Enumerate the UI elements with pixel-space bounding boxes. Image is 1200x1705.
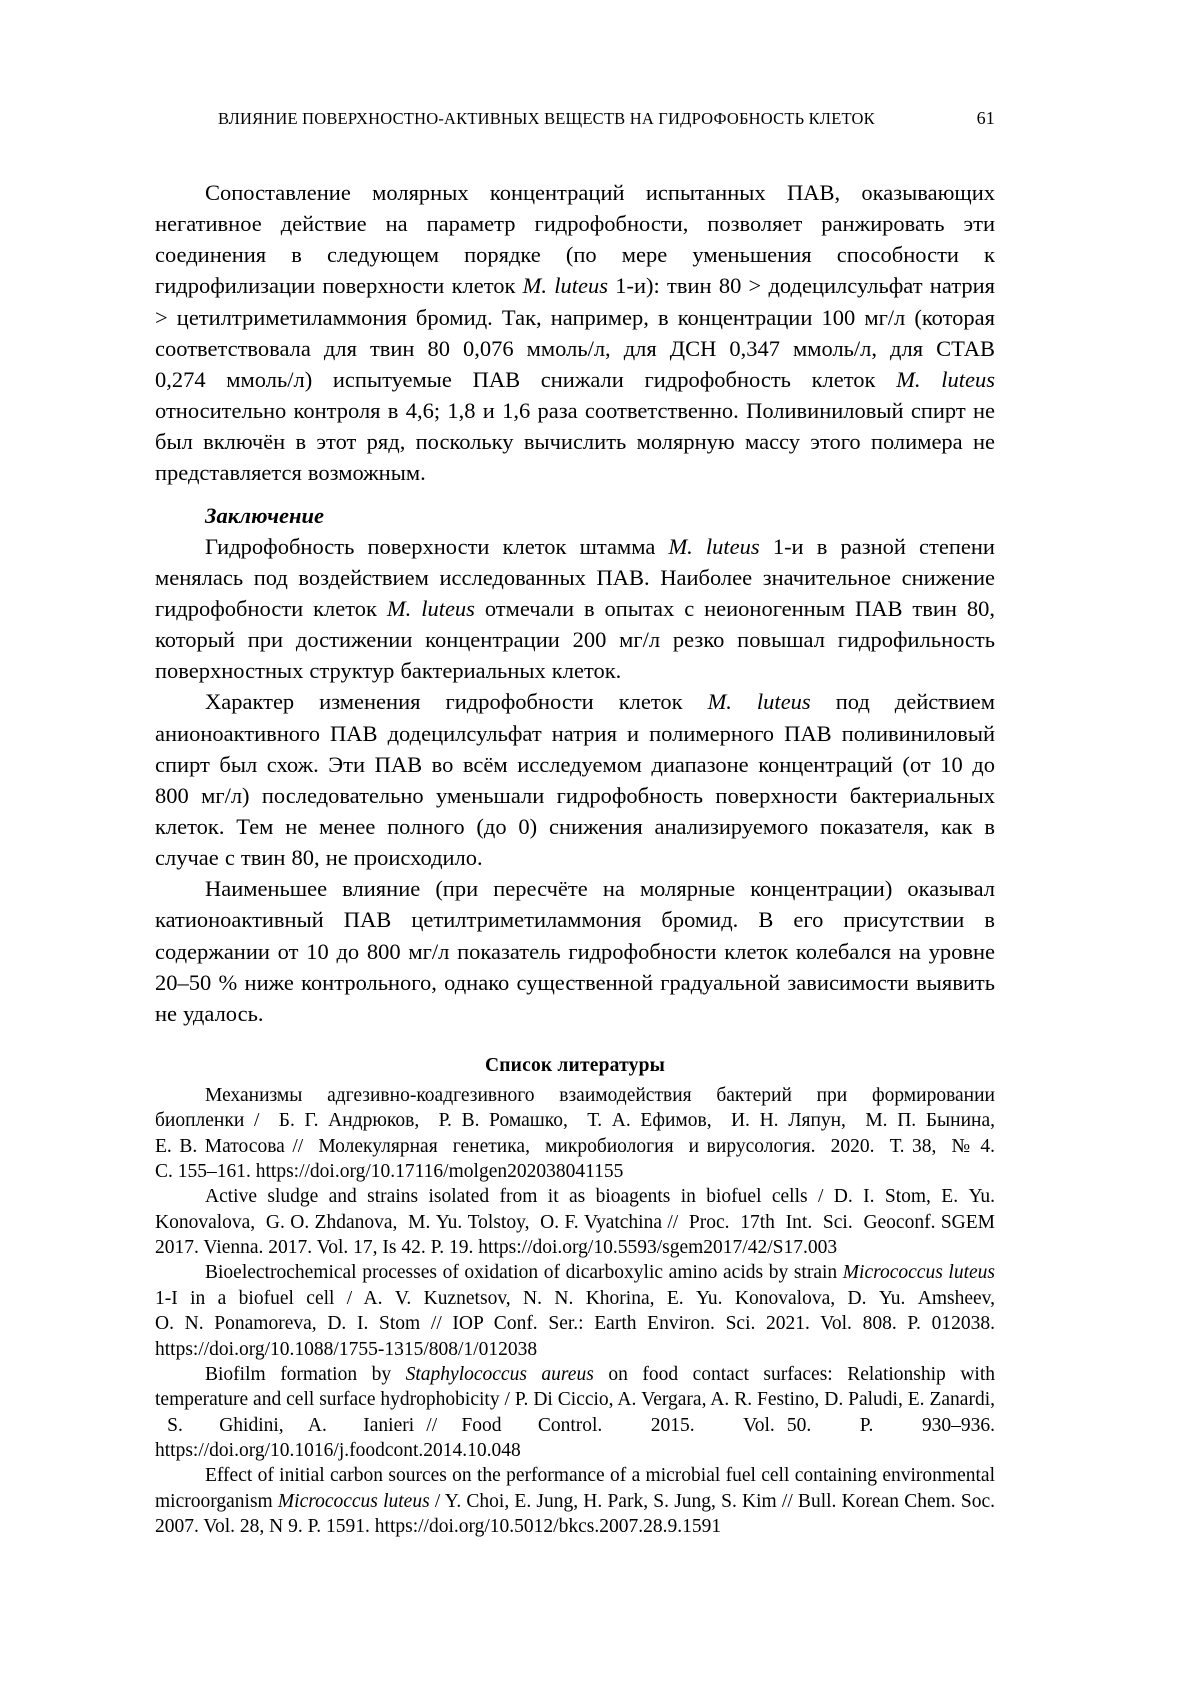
running-head-title: ВЛИЯНИЕ ПОВЕРХНОСТНО-АКТИВНЫХ ВЕЩЕСТВ НА ГИДРОФОБНОСТЬ КЛЕТОК (218, 109, 875, 128)
section-heading-conclusion: Заключение (205, 502, 325, 528)
page-content (155, 108, 995, 1539)
reference-item: Active sludge and strains isolated from it as bioagents in biofuel cells / D. I. Stom, E. Yu. Konovalova, G. O. Zhdanova, M. Yu. Tolstoy, O. F. Vyatchina // Proc. 17th Int. Sci. Geoconf. SGEM 2017. Vienna. 2017. Vol. 17, Is 42. P. 19. https://doi.org/10.5593/sgem2017/42/S17.003 (155, 1186, 995, 1259)
body-paragraph-1: Сопоставление молярных концентраций испытанных ПАВ, оказывающих негативное действие на параметр гидрофобности, позволяет ранжировать эти соединения в следующем порядке (по мере уменьшения способности к гидрофилизации поверхности клеток M. luteus 1-и): твин 80 > додецилсульфат натрия > цетилтриметиламмония бромид. Так, например, в концентрации 100 мг/л (которая соответствовала для твин 80 0,076 ммоль/л, для ДСН 0,347 ммоль/л, для СТАВ 0,274 ммоль/л) испытуемые ПАВ снижали гидрофобность клеток M. luteus относительно контроля в 4,6; 1,8 и 1,6 раза соответственно. Поливиниловый спирт не был включён в этот ряд, поскольку вычислить молярную массу этого полимера не представляется возможным. (155, 180, 995, 486)
body-paragraph-3: Характер изменения гидрофобности клеток M. luteus под действием анионоактивного ПАВ додецилсульфат натрия и полимерного ПАВ поливиниловый спирт был схож. Эти ПАВ во всём исследуемом диапазоне концентраций (от 10 до 800 мг/л) последовательно уменьшали гидрофобность поверхности бактериальных клеток. Тем не менее полного (до 0) снижения анализируемого показателя, как в случае с твин 80, не происходило. (155, 689, 995, 871)
reference-item: Bioelectrochemical processes of oxidation of dicarboxylic amino acids by strain Micrococcus luteus 1-I in a biofuel cell / A. V. Kuznetsov, N. N. Khorina, E. Yu. Konovalova, D. Yu. Amsheev, O. N. Ponamoreva, D. I. Stom // IOP Conf. Ser.: Earth Environ. Sci. 2021. Vol. 808. P. 012038. https://doi.org/10.1088/1755-1315/808/1/012038 (155, 1262, 995, 1360)
body-paragraph-4: Наименьшее влияние (при пересчёте на молярные концентрации) оказывал катионоактивный ПАВ цетилтриметиламмония бромид. В его присутствии в содержании от 10 до 800 мг/л показатель гидрофобности клеток колебался на уровне 20–50 % ниже контрольного, однако существенной градуальной зависимости выявить не удалось. (155, 876, 995, 1026)
running-head (155, 108, 995, 129)
reference-item: Механизмы адгезивно-коадгезивного взаимодействия бактерий при формировании биопленки / Б. Г. Андрюков, Р. В. Ромашко, Т. А. Ефимов, И. Н. Ляпун, М. П. Бынина, Е. В. Матосова // Молекулярная генетика, микробиология и вирусология. 2020. Т. 38, № 4. С. 155–161. https://doi.org/10.17116/molgen202038041155 (155, 1085, 995, 1183)
references-heading: Список литературы (484, 1055, 666, 1077)
reference-item: Effect of initial carbon sources on the performance of a microbial fuel cell containing environmental microorganism Micrococcus luteus / Y. Choi, E. Jung, H. Park, S. Jung, S. Kim // Bull. Korean Chem. Soc. 2007. Vol. 28, N 9. P. 1591. https://doi.org/10.5012/bkcs.2007.28.9.1591 (155, 1465, 995, 1537)
body-paragraph-2: Гидрофобность поверхности клеток штамма M. luteus 1-и в разной степени менялась под воздействием исследованных ПАВ. Наиболее значительное снижение гидрофобности клеток M. luteus отмечали в опытах с неионогенным ПАВ твин 80, который при достижении концентрации 200 мг/л резко повышал гидрофильность поверхностных структур бактериальных клеток. (155, 533, 995, 684)
page-number: 61 (976, 108, 995, 128)
reference-item: Biofilm formation by Staphylococcus aureus on food contact surfaces: Relationship with temperature and cell surface hydrophobicity / P. Di Ciccio, A. Vergara, A. R. Festino, D. Paludi, E. Zanardi, S. Ghidini, A. Ianieri // Food Control. 2015. Vol. 50. P. 930–936. https://doi.org/10.1016/j.foodcont.2014.10.048 (155, 1363, 995, 1461)
